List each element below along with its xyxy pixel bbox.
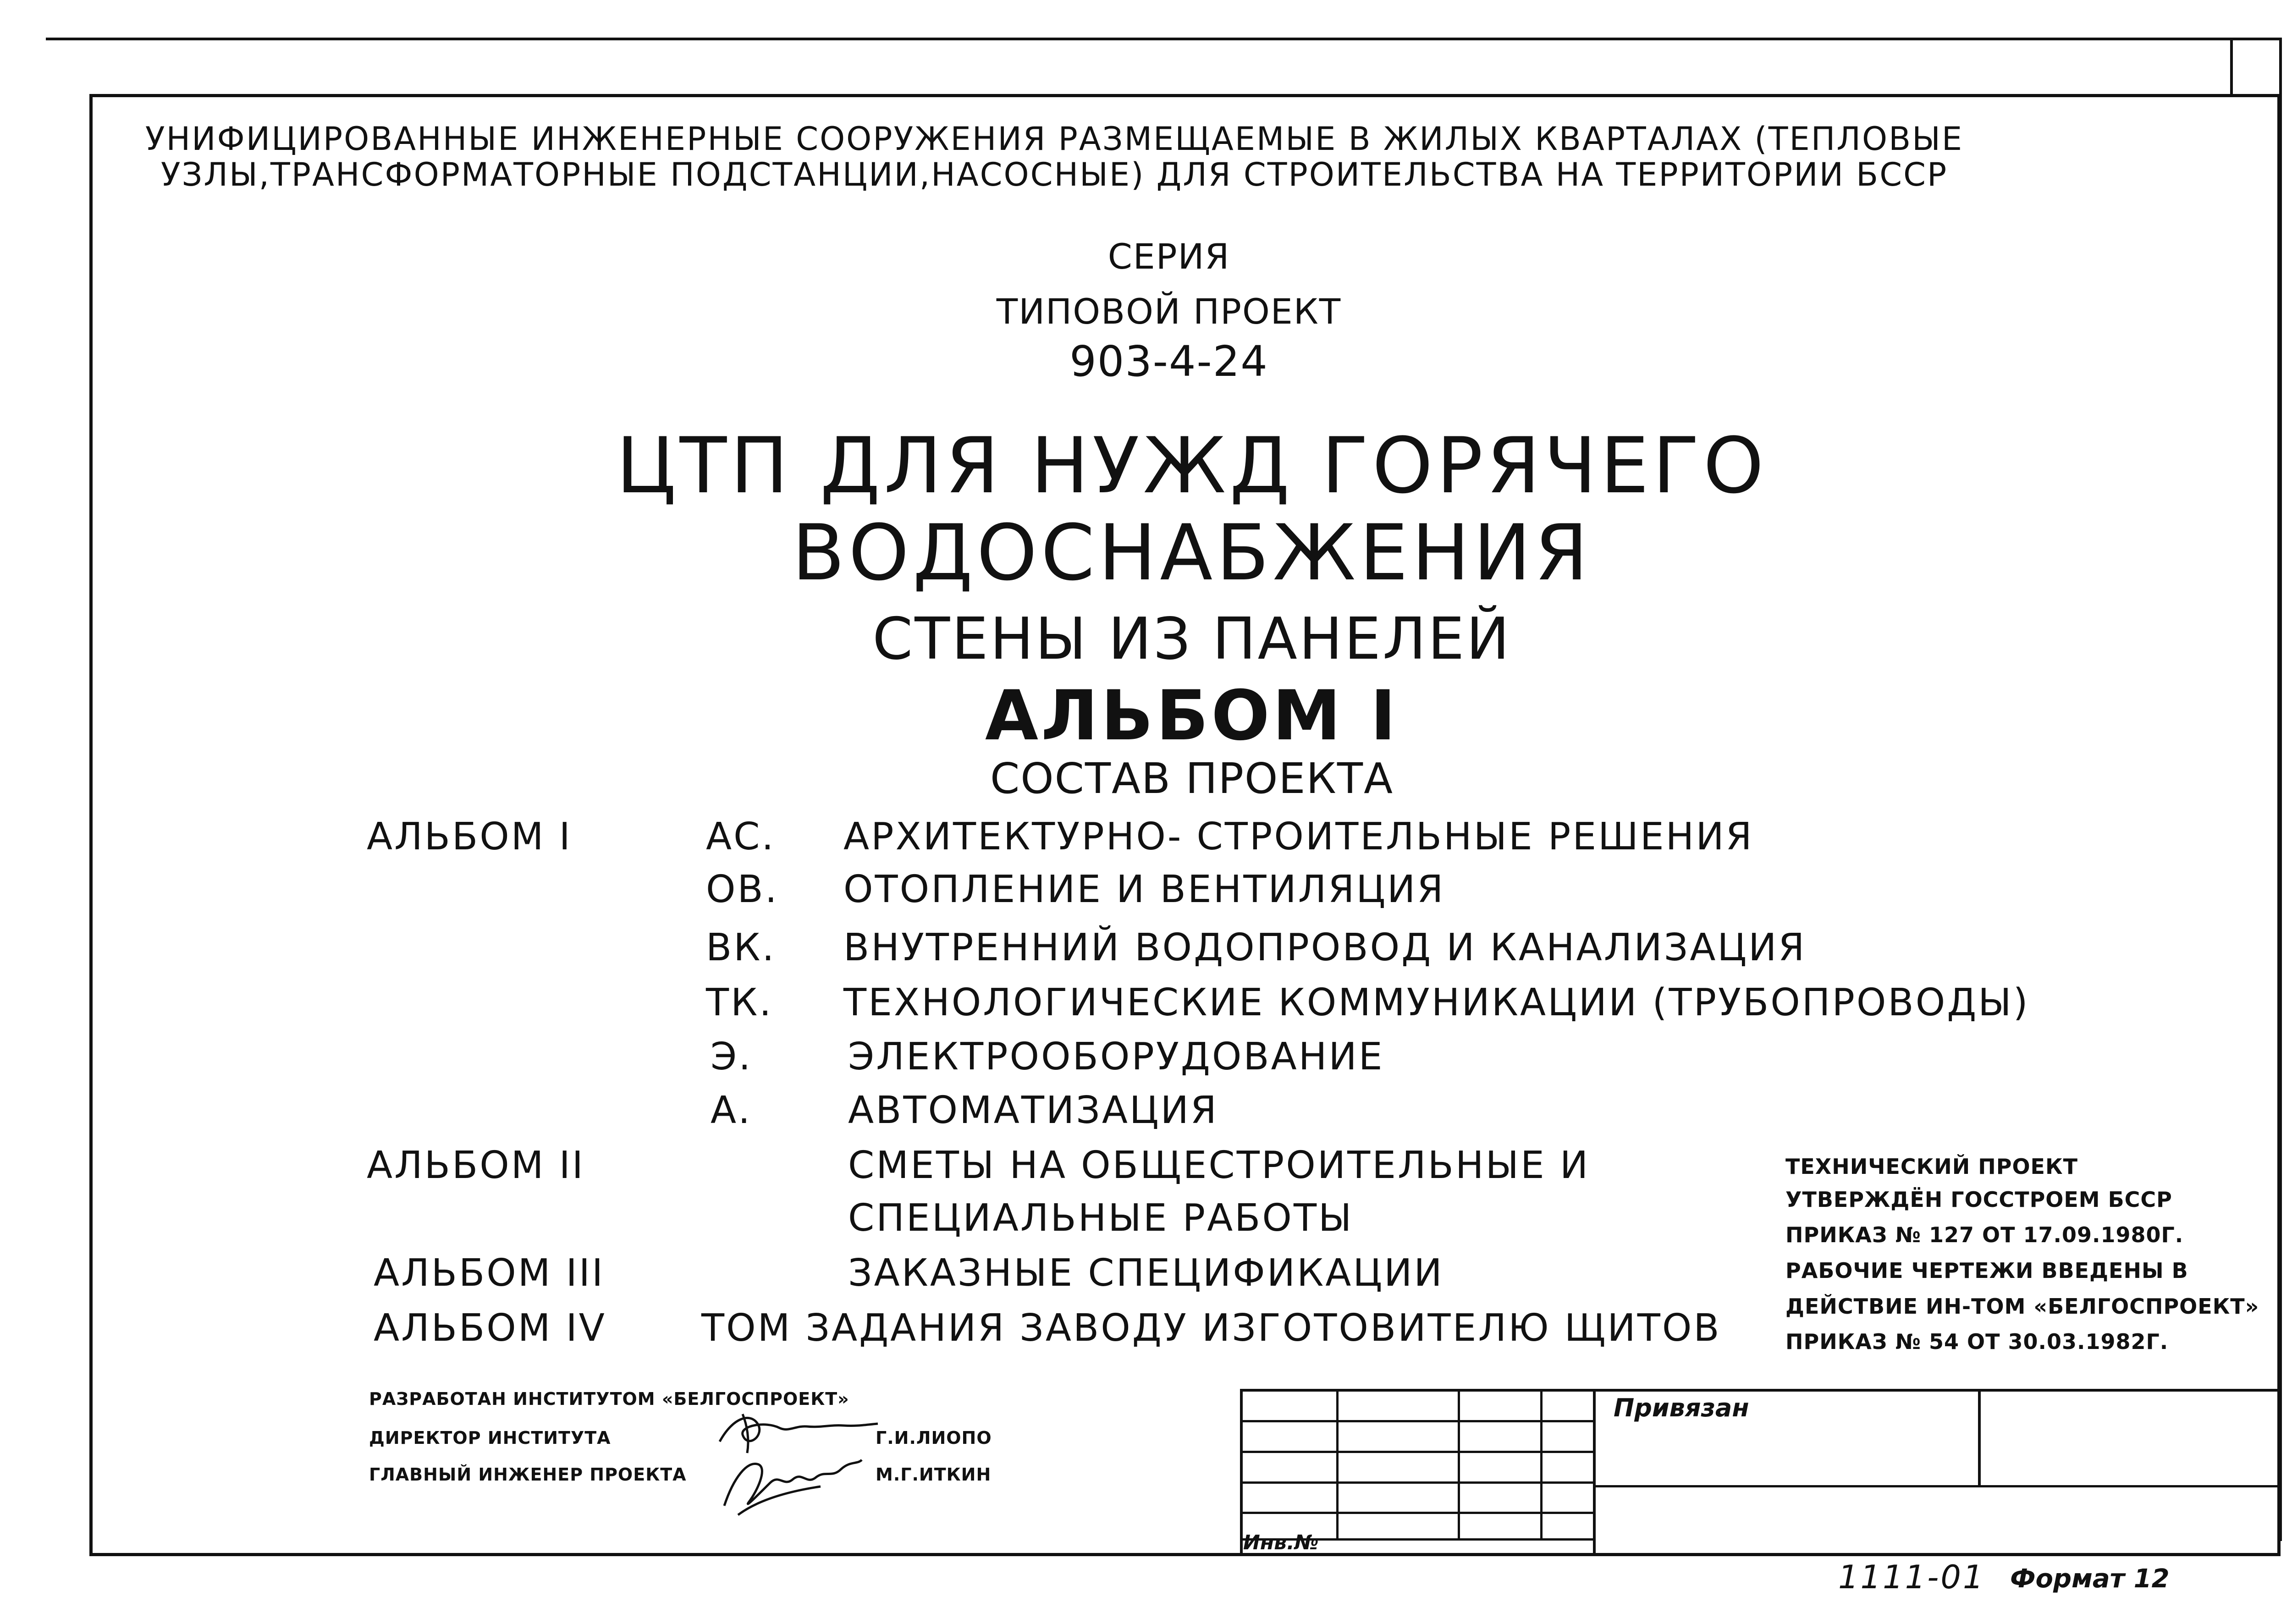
- sheet-number: 1111-01: [1838, 1558, 1985, 1596]
- comp-album-4: АЛЬБОМ IV: [374, 1306, 606, 1350]
- comp-text-7: СМЕТЫ НА ОБЩЕСТРОИТЕЛЬНЫЕ И: [848, 1144, 1590, 1187]
- stamp-row-3: [1240, 1481, 1595, 1484]
- header-line-2: УЗЛЫ,ТРАНСФОРМАТОРНЫЕ ПОДСТАНЦИИ,НАСОСНЫЕ) ДЛЯ СТРОИТЕЛЬСТВА НА ТЕРРИТОРИИ БССР: [160, 156, 1948, 193]
- approval-line-2: УТВЕРЖДЁН ГОССТРОЕМ БССР: [1785, 1187, 2172, 1212]
- approval-line-5: ДЕЙСТВИЕ ИН-ТОМ «БЕЛГОСПРОЕКТ»: [1785, 1294, 2259, 1319]
- project-number: 903-4-24: [1069, 337, 1268, 386]
- comp-text-4: ТЕХНОЛОГИЧЕСКИЕ КОММУНИКАЦИИ (ТРУБОПРОВОДЫ): [843, 981, 2030, 1024]
- comp-album-3: АЛЬБОМ III: [374, 1251, 605, 1295]
- comp-code-6: А.: [711, 1089, 752, 1132]
- comp-text-8: СПЕЦИАЛЬНЫЕ РАБОТЫ: [848, 1196, 1354, 1240]
- director-signature: [715, 1407, 880, 1458]
- album-title: АЛЬБОМ I: [985, 676, 1399, 756]
- approval-line-4: РАБОЧИЕ ЧЕРТЕЖИ ВВЕДЕНЫ В: [1785, 1258, 2188, 1283]
- engineer-name: М.Г.ИТКИН: [876, 1464, 992, 1485]
- corner-box-left: [2230, 38, 2233, 96]
- stamp-row-1: [1240, 1420, 1595, 1422]
- top-rule: [46, 38, 2282, 40]
- engineer-signature: [715, 1451, 866, 1519]
- title-line-2: ВОДОСНАБЖЕНИЯ: [792, 508, 1592, 598]
- director-role: ДИРЕКТОР ИНСТИТУТА: [369, 1428, 611, 1448]
- header-line-1: УНИФИЦИРОВАННЫЕ ИНЖЕНЕРНЫЕ СООРУЖЕНИЯ РАЗМЕЩАЕМЫЕ В ЖИЛЫХ КВАРТАЛАХ (ТЕПЛОВЫЕ: [145, 120, 1964, 158]
- stamp-bound-label: Привязан: [1614, 1393, 1749, 1422]
- stamp-inv-label: Инв.№: [1243, 1531, 1319, 1554]
- comp-text-10: ТОМ ЗАДАНИЯ ЗАВОДУ ИЗГОТОВИТЕЛЮ ЩИТОВ: [701, 1306, 1721, 1350]
- title-line-1: ЦТП ДЛЯ НУЖД ГОРЯЧЕГО: [616, 421, 1768, 511]
- comp-text-9: ЗАКАЗНЫЕ СПЕЦИФИКАЦИИ: [848, 1251, 1444, 1295]
- title-line-3: СТЕНЫ ИЗ ПАНЕЛЕЙ: [872, 605, 1511, 672]
- stamp-top: [1240, 1389, 2281, 1392]
- comp-album-1: АЛЬБОМ I: [367, 815, 572, 859]
- stamp-row-4: [1240, 1512, 1595, 1514]
- stamp-col-2: [1458, 1389, 1460, 1540]
- stamp-col-1: [1336, 1389, 1339, 1540]
- director-name: Г.И.ЛИОПО: [876, 1428, 992, 1448]
- stamp-col-5: [1978, 1389, 1981, 1485]
- comp-code-1: АС.: [706, 815, 776, 859]
- stamp-col-4: [1593, 1389, 1596, 1556]
- comp-album-2: АЛЬБОМ II: [367, 1144, 585, 1187]
- stamp-row-5: [1593, 1485, 2281, 1487]
- project-label: ТИПОВОЙ ПРОЕКТ: [996, 291, 1342, 332]
- format-label: Формат 12: [2010, 1564, 2170, 1594]
- approval-line-6: ПРИКАЗ № 54 ОТ 30.03.1982Г.: [1785, 1329, 2169, 1354]
- comp-code-5: Э.: [711, 1035, 753, 1079]
- developer-institute: РАЗРАБОТАН ИНСТИТУТОМ «БЕЛГОСПРОЕКТ»: [369, 1389, 849, 1409]
- comp-code-4: ТК.: [706, 981, 773, 1024]
- comp-text-3: ВНУТРЕННИЙ ВОДОПРОВОД И КАНАЛИЗАЦИЯ: [843, 926, 1807, 969]
- composition-heading: СОСТАВ ПРОЕКТА: [990, 754, 1394, 803]
- approval-line-1: ТЕХНИЧЕСКИЙ ПРОЕКТ: [1785, 1154, 2078, 1179]
- stamp-left: [1240, 1389, 1243, 1556]
- engineer-role: ГЛАВНЫЙ ИНЖЕНЕР ПРОЕКТА: [369, 1464, 687, 1485]
- comp-text-5: ЭЛЕКТРООБОРУДОВАНИЕ: [848, 1035, 1384, 1079]
- comp-code-3: ВК.: [706, 926, 776, 969]
- comp-text-1: АРХИТЕКТУРНО- СТРОИТЕЛЬНЫЕ РЕШЕНИЯ: [843, 815, 1754, 859]
- stamp-col-3: [1540, 1389, 1543, 1540]
- approval-line-3: ПРИКАЗ № 127 ОТ 17.09.1980Г.: [1785, 1222, 2184, 1247]
- comp-text-2: ОТОПЛЕНИЕ И ВЕНТИЛЯЦИЯ: [843, 868, 1445, 911]
- comp-text-6: АВТОМАТИЗАЦИЯ: [848, 1089, 1218, 1132]
- stamp-row-2: [1240, 1451, 1595, 1453]
- series-label: СЕРИЯ: [1107, 236, 1230, 277]
- comp-code-2: ОВ.: [706, 868, 779, 911]
